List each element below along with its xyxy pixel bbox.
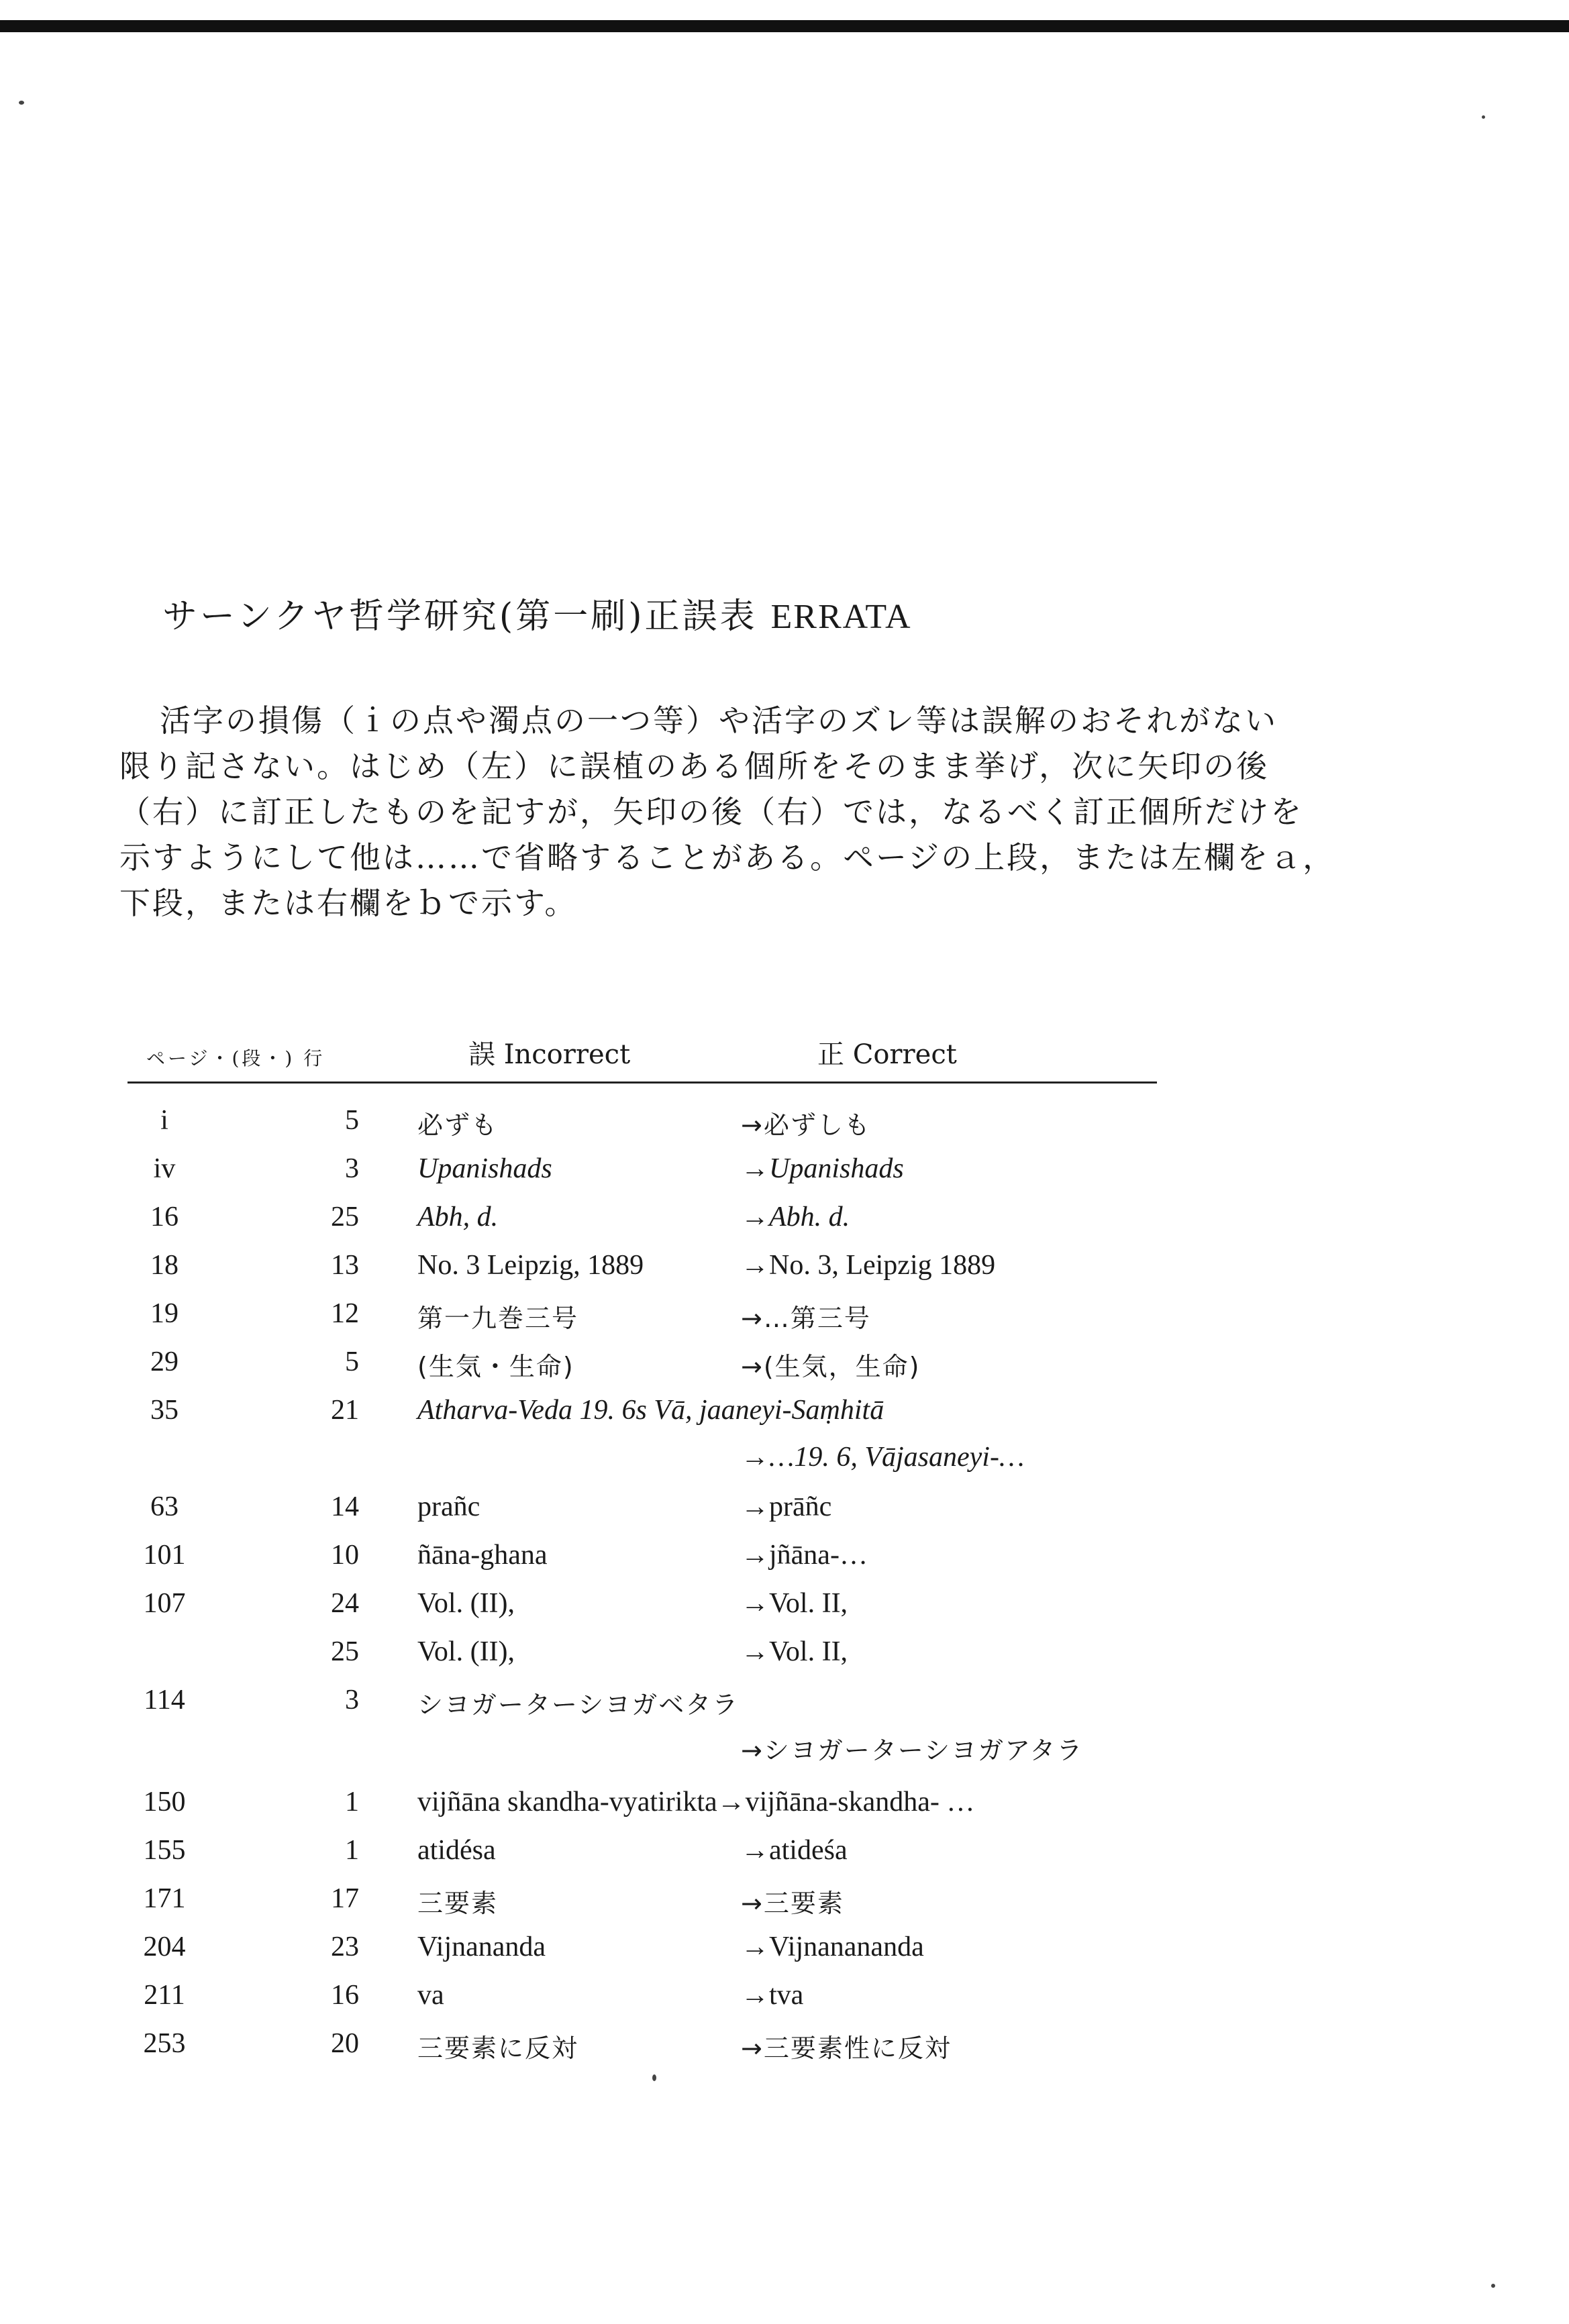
incorrect-cell: Vijnananda: [417, 1932, 546, 1962]
line-cell: 25: [331, 1202, 359, 1232]
table-row: [0, 1104, 1569, 1145]
table-row: [0, 1153, 1569, 1193]
table-row: [0, 1636, 1569, 1676]
page-cell: 204: [143, 1932, 186, 1962]
table-row: [0, 1249, 1569, 1289]
page-cell: 35: [150, 1395, 179, 1426]
line-cell: 16: [331, 1980, 359, 2011]
incorrect-cell: prañc: [417, 1491, 480, 1522]
incorrect-cell: Atharva-Veda 19. 6s Vā, jaaneyi-Saṃhitā: [417, 1395, 884, 1426]
correct-cell: →Vijnanananda: [741, 1932, 924, 1962]
intro-line: 限り記さない。はじめ（左）に誤植のある個所をそのまま挙げ，次に矢印の後: [119, 748, 1270, 784]
page-cell: 16: [150, 1202, 179, 1232]
page-cell: 63: [150, 1491, 179, 1522]
line-cell: 17: [331, 1883, 359, 1914]
intro-line: 示すようにして他は……で省略することがある。ページの上段，または左欄をａ，: [119, 839, 1336, 876]
correct-cell: →Abh. d.: [741, 1202, 850, 1232]
table-row: [0, 1883, 1569, 1923]
line-cell: 3: [345, 1153, 359, 1184]
table-row: [0, 1394, 1569, 1434]
page-title: [162, 588, 1035, 638]
line-cell: 23: [331, 1932, 359, 1962]
page-cell: 114: [144, 1685, 185, 1715]
correct-cell: →(生気，生命): [741, 1352, 921, 1381]
page-cell: 155: [143, 1835, 186, 1866]
scan-speck: [652, 2074, 656, 2081]
incorrect-cell: ñāna-ghana: [417, 1540, 548, 1571]
intro-line: （右）に訂正したものを記すが，矢印の後（右）では，なるべく訂正個所だけを: [119, 794, 1303, 830]
incorrect-cell: No. 3 Leipzig, 1889: [417, 1250, 644, 1281]
header-incorrect: 誤 Incorrect: [468, 1039, 631, 1070]
table-row: [0, 1539, 1569, 1579]
table-row: [0, 1979, 1569, 2019]
page-cell: 29: [150, 1346, 179, 1377]
intro-line: 下段，または右欄をｂで示す。: [119, 885, 578, 921]
line-cell: 14: [331, 1491, 359, 1522]
correct-cell: →Upanishads: [741, 1153, 904, 1184]
incorrect-cell: Abh, d.: [417, 1202, 499, 1232]
header-correct: 正 Correct: [817, 1039, 957, 1070]
title-japanese: サーンクヤ哲学研究(第一刷)正誤表: [162, 596, 758, 637]
line-cell: 10: [331, 1540, 359, 1571]
correct-cell: →atideśa: [741, 1835, 848, 1866]
incorrect-cell: Vol. (II),: [417, 1588, 515, 1619]
correct-cell: →シヨガーターシヨガアタラ: [741, 1736, 1084, 1765]
incorrect-cell: 必ずも: [417, 1110, 499, 1140]
page-cell: 101: [143, 1540, 186, 1571]
correct-cell: →No. 3, Leipzig 1889: [741, 1250, 996, 1281]
line-cell: 1: [345, 1787, 359, 1817]
correct-cell: →tva: [741, 1980, 804, 2011]
scan-speck: [1482, 115, 1485, 119]
page-cell: 19: [150, 1298, 179, 1329]
incorrect-cell: vijñāna skandha-vyatirikta→vijñāna-skandha- …: [417, 1787, 975, 1817]
table-row: [0, 2027, 1569, 2068]
table-row: [0, 1441, 1569, 1481]
correct-cell: →Vol. II,: [741, 1636, 848, 1667]
line-cell: 1: [345, 1835, 359, 1866]
table-row: [0, 1684, 1569, 1724]
line-cell: 13: [331, 1250, 359, 1281]
correct-cell: →必ずしも: [741, 1110, 871, 1140]
incorrect-cell: Upanishads: [417, 1153, 552, 1184]
header-rule: [128, 1081, 1157, 1084]
incorrect-cell: Vol. (II),: [417, 1636, 515, 1667]
incorrect-cell: (生気・生命): [417, 1352, 574, 1381]
line-cell: 5: [345, 1105, 359, 1136]
intro-line: 活字の損傷（ｉの点や濁点の一つ等）や活字のズレ等は誤解のおそれがない: [160, 702, 1278, 739]
line-cell: 21: [331, 1395, 359, 1426]
correct-cell: →三要素性に反対: [741, 2034, 952, 2063]
page-cell: iv: [153, 1153, 176, 1184]
table-row: [0, 1298, 1569, 1338]
page-cell: 211: [144, 1980, 185, 2011]
incorrect-cell: シヨガーターシヨガベタラ: [417, 1690, 740, 1720]
line-cell: 25: [331, 1636, 359, 1667]
page-cell: i: [160, 1105, 168, 1136]
line-cell: 20: [331, 2028, 359, 2059]
top-border-bar: [0, 20, 1569, 32]
incorrect-cell: 三要素に反対: [417, 2034, 579, 2063]
correct-cell: →Vol. II,: [741, 1588, 848, 1619]
incorrect-cell: atidésa: [417, 1835, 496, 1866]
table-row: [0, 1730, 1569, 1770]
scan-speck: [1491, 2284, 1495, 2288]
incorrect-cell: va: [417, 1980, 444, 2011]
title-english: ERRATA: [770, 598, 912, 636]
incorrect-cell: 第一九巻三号: [417, 1304, 579, 1333]
incorrect-cell: 三要素: [417, 1889, 499, 1918]
intro-paragraph: [119, 698, 1336, 926]
page-cell: 150: [143, 1787, 186, 1817]
line-cell: 5: [345, 1346, 359, 1377]
table-row: [0, 1346, 1569, 1386]
scan-speck: [19, 101, 24, 105]
table-row: [0, 1786, 1569, 1826]
correct-cell: →…19. 6, Vājasaneyi-…: [741, 1442, 1025, 1473]
page-cell: 18: [150, 1250, 179, 1281]
table-row: [0, 1491, 1569, 1531]
table-row: [0, 1834, 1569, 1874]
page-cell: 253: [143, 2028, 186, 2059]
correct-cell: →jñāna-…: [741, 1540, 868, 1571]
line-cell: 12: [331, 1298, 359, 1329]
table-row: [0, 1201, 1569, 1241]
correct-cell: →prāñc: [741, 1491, 832, 1522]
line-cell: 24: [331, 1588, 359, 1619]
header-page-line: ページ・(段・) 行: [146, 1047, 325, 1069]
page-cell: 107: [143, 1588, 186, 1619]
line-cell: 3: [345, 1685, 359, 1715]
table-row: [0, 1931, 1569, 1971]
correct-cell: →…第三号: [741, 1304, 871, 1333]
page-cell: 171: [143, 1883, 186, 1914]
table-row: [0, 1587, 1569, 1628]
correct-cell: →三要素: [741, 1889, 844, 1918]
